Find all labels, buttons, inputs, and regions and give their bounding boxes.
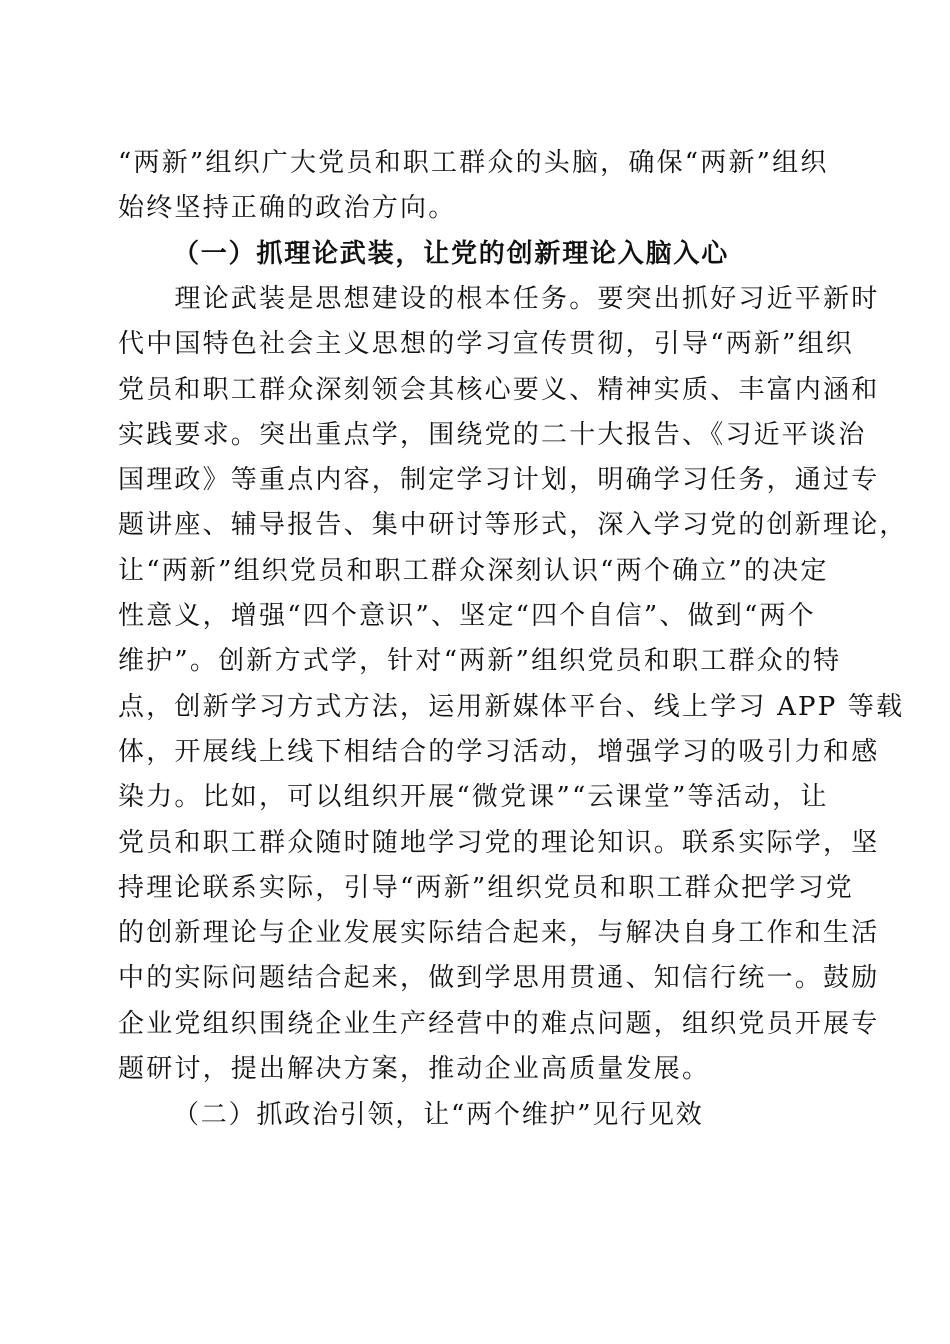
paragraph-line: 国理政》等重点内容，制定学习计划，明确学习任务，通过专	[118, 465, 880, 496]
paragraph-line: 理论武装是思想建设的根本任务。要突出抓好习近平新时	[118, 284, 880, 314]
paragraph-line: 始终坚持正确的政治方向。	[118, 193, 457, 224]
paragraph-line: 染力。比如，可以组织开展“微党课”“云课堂”等活动，让	[118, 782, 829, 813]
paragraph-line: 让“两新”组织党员和职工群众深刻认识“两个确立”的决定	[118, 555, 829, 586]
intro-paragraph	[118, 141, 828, 232]
paragraph-line: 代中国特色社会主义思想的学习宣传贯彻，引导“两新”组织	[118, 329, 854, 360]
section-heading-1: （一）抓理论武装，让党的创新理论入脑入心	[173, 239, 730, 269]
paragraph-line: 的创新理论与企业发展实际结合起来，与解决自身工作和生活	[118, 918, 880, 949]
paragraph-line: 企业党组织围绕企业生产经营中的难点问题，组织党员开展专	[118, 1008, 880, 1039]
paragraph-line: 题讲座、辅导报告、集中研讨等形式，深入学习党的创新理论，	[118, 510, 908, 541]
paragraph-line: 性意义，增强“四个意识”、坚定“四个自信”、做到“两个	[118, 601, 816, 632]
section-heading-2: （二）抓政治引领，让“两个维护”见行见效	[173, 1100, 704, 1130]
paragraph-line: 点，创新学习方式方法，运用新媒体平台、线上学习 APP 等载	[118, 691, 905, 722]
paragraph-line: 党员和职工群众随时随地学习党的理论知识。联系实际学，坚	[118, 827, 880, 858]
paragraph-line: 党员和职工群众深刻领会其核心要义、精神实质、丰富内涵和	[118, 374, 880, 405]
paragraph-line: 题研讨，提出解决方案，推动企业高质量发展。	[118, 1054, 711, 1085]
paragraph-line: 实践要求。突出重点学，围绕党的二十大报告、《习近平谈治	[118, 419, 867, 450]
paragraph-line: 体，开展线上线下相结合的学习活动，增强学习的吸引力和感	[118, 736, 880, 767]
paragraph-line: 持理论联系实际，引导“两新”组织党员和职工群众把学习党	[118, 872, 854, 903]
section-1-paragraph	[118, 277, 908, 1092]
paragraph-line: “两新”组织广大党员和职工群众的头脑，确保“两新”组织	[118, 148, 829, 178]
paragraph-line: 维护”。创新方式学，针对“两新”组织党员和职工群众的特	[118, 646, 842, 677]
paragraph-line: 中的实际问题结合起来，做到学思用贯通、知信行统一。鼓励	[118, 963, 880, 994]
